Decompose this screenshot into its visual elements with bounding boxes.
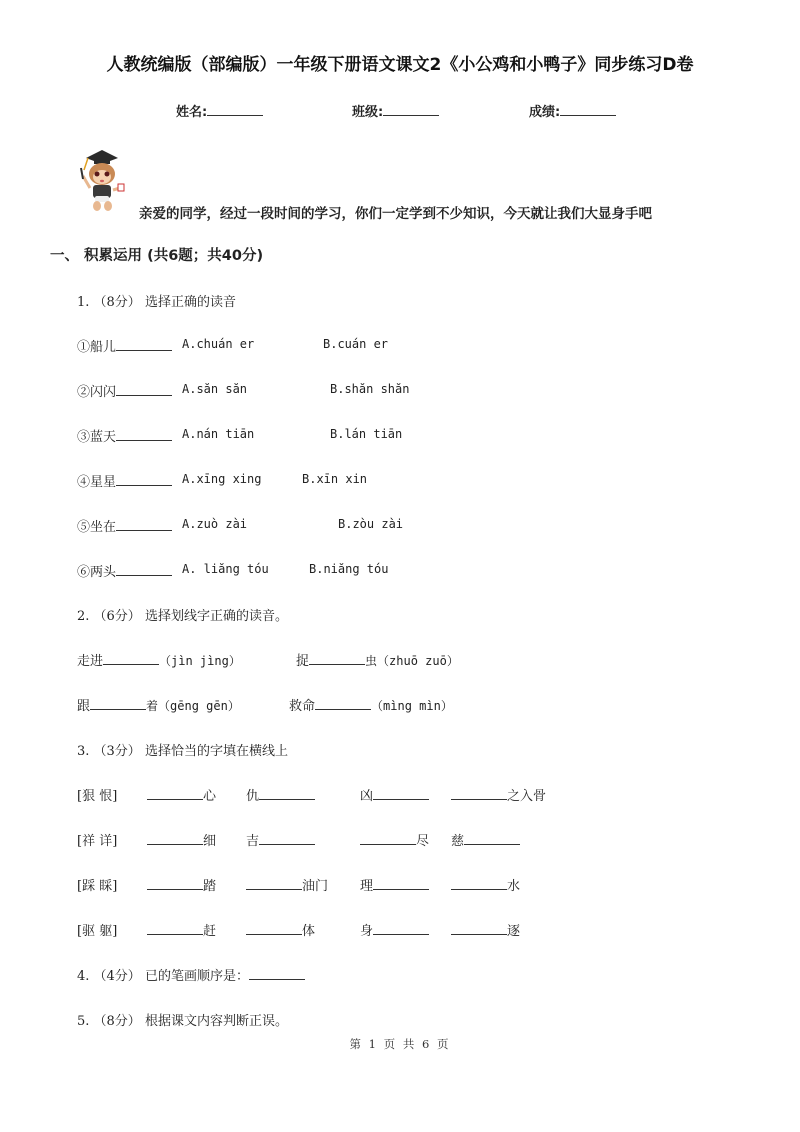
q1-item-2-option-a: A.săn săn [182,382,248,396]
score-label: 成绩: [529,105,561,120]
q2-row2-item2 [289,695,453,714]
q1-item-5-option-a: A.zuò zài [182,517,248,531]
q3-cell [246,785,315,804]
q3-cell [246,920,315,939]
q1-item-2 [77,381,172,400]
answer-blank[interactable] [116,349,172,351]
answer-blank[interactable] [147,888,203,890]
q3-row-label: [驱 躯] [77,924,118,939]
question-1-header: 1. （8分） 选择正确的读音 [77,295,236,310]
class-label: 班级: [352,105,384,120]
q3-cell [451,920,520,939]
intro-text: 亲爱的同学，经过一段时间的学习，你们一定学到不少知识，今天就让我们大显身手吧 [139,206,652,222]
q3-cell-suffix: 体 [302,924,316,939]
name-field [176,101,263,120]
section-heading: 一、 积累运用 (共6题；共40分) [50,248,264,264]
page-title: 人教统编版（部编版）一年级下册语文课文2《小公鸡和小鸭子》同步练习D卷 [106,55,694,75]
mascot-icon [76,146,136,216]
q3-cell-prefix: 理 [360,879,374,894]
name-label: 姓名: [176,105,208,120]
question-4-header: 4. （4分） 已的笔画顺序是： [77,969,249,984]
q3-cell-suffix: 之入骨 [507,789,547,804]
q1-item-3 [77,426,172,445]
q1-item-word: ④星星 [77,475,117,490]
q1-item-4-option-a: A.xīng xing [182,472,262,486]
answer-blank[interactable] [116,529,172,531]
q3-cell-prefix: 慈 [451,834,465,849]
answer-blank[interactable] [451,798,507,800]
q2-row2-item1 [77,695,240,714]
q1-item-word: ①船儿 [77,340,117,355]
answer-blank[interactable] [451,933,507,935]
answer-blank[interactable] [373,798,429,800]
answer-blank[interactable] [259,843,315,845]
q3-cell-suffix: 水 [507,879,521,894]
answer-blank[interactable] [373,888,429,890]
q3-cell [451,785,546,804]
q1-item-word: ②闪闪 [77,385,117,400]
answer-blank[interactable] [103,663,159,665]
q2-pinyin-options: 着（gēng gēn） [146,699,240,713]
q1-item-4-option-b: B.xīn xin [302,472,368,486]
q3-cell [246,830,315,849]
q3-cell-prefix: 吉 [246,834,260,849]
q3-row-label: [狠 恨] [77,789,118,804]
q1-item-3-option-b: B.lán tiān [330,427,403,441]
answer-blank[interactable] [373,933,429,935]
q3-cell-suffix: 细 [203,834,217,849]
q2-pinyin-options: （mìng mìn） [371,699,453,713]
q3-cell [246,875,328,894]
q1-item-word: ⑤坐在 [77,520,117,535]
question-5-header: 5. （8分） 根据课文内容判断正误。 [77,1014,288,1029]
q3-cell-prefix: 凶 [360,789,374,804]
q3-cell [147,875,216,894]
q2-pinyin-options: 虫（zhuō zuō） [365,654,459,668]
answer-blank[interactable] [451,888,507,890]
q3-cell [360,830,429,849]
name-blank[interactable] [207,114,263,116]
q2-row1-item1 [77,650,241,669]
answer-blank[interactable] [315,708,371,710]
q3-cell [360,875,429,894]
q1-item-word: ③蓝天 [77,430,117,445]
answer-blank[interactable] [464,843,520,845]
answer-blank[interactable] [309,663,365,665]
q1-item-4 [77,471,172,490]
q3-cell-suffix: 逐 [507,924,521,939]
question-3-header: 3. （3分） 选择恰当的字填在横线上 [77,744,288,759]
answer-blank[interactable] [116,574,172,576]
q2-pinyin-options: （jìn jìng） [159,654,241,668]
q1-item-6-option-b: B.niăng tóu [309,562,389,576]
q3-cell-suffix: 赶 [203,924,217,939]
q2-row1-item2 [296,650,459,669]
q3-cell-suffix: 踏 [203,879,217,894]
q2-word: 走进 [77,654,104,669]
q3-cell [451,875,520,894]
q3-cell [147,830,216,849]
answer-blank[interactable] [249,978,305,980]
answer-blank[interactable] [246,888,302,890]
q3-cell [147,785,216,804]
q1-item-1-option-a: A.chuán er [182,337,255,351]
q3-cell-suffix: 心 [203,789,217,804]
q1-item-1-option-b: B.cuán er [323,337,389,351]
q3-row-label: [祥 详] [77,834,118,849]
score-field [529,101,616,120]
answer-blank[interactable] [116,394,172,396]
q3-cell-suffix: 尽 [416,834,430,849]
q1-item-1 [77,336,172,355]
answer-blank[interactable] [116,484,172,486]
answer-blank[interactable] [360,843,416,845]
answer-blank[interactable] [246,933,302,935]
q1-item-5 [77,516,172,535]
q1-item-6 [77,561,172,580]
answer-blank[interactable] [147,798,203,800]
q3-cell [360,920,429,939]
page-number: 第 1 页 共 6 页 [349,1037,451,1051]
question-4 [77,965,305,984]
q3-cell-suffix: 油门 [302,879,329,894]
q3-cell-prefix: 身 [360,924,374,939]
answer-blank[interactable] [90,708,146,710]
q2-word: 捉 [296,654,310,669]
answer-blank[interactable] [147,933,203,935]
class-blank[interactable] [383,114,439,116]
q3-cell [451,830,520,849]
q3-cell [147,920,216,939]
q2-word: 跟 [77,699,91,714]
q1-item-word: ⑥两头 [77,565,117,580]
q2-word: 救命 [289,699,316,714]
answer-blank[interactable] [116,439,172,441]
q3-cell-prefix: 仇 [246,789,260,804]
question-2-header: 2. （6分） 选择划线字正确的读音。 [77,609,288,624]
q1-item-3-option-a: A.nán tiān [182,427,255,441]
q3-cell [360,785,429,804]
answer-blank[interactable] [147,843,203,845]
score-blank[interactable] [560,114,616,116]
class-field [352,101,439,120]
q1-item-6-option-a: A. liăng tóu [182,562,269,576]
q1-item-2-option-b: B.shăn shăn [330,382,410,396]
answer-blank[interactable] [259,798,315,800]
q3-row-label: [踩 睬] [77,879,118,894]
q1-item-5-option-b: B.zòu zài [338,517,404,531]
